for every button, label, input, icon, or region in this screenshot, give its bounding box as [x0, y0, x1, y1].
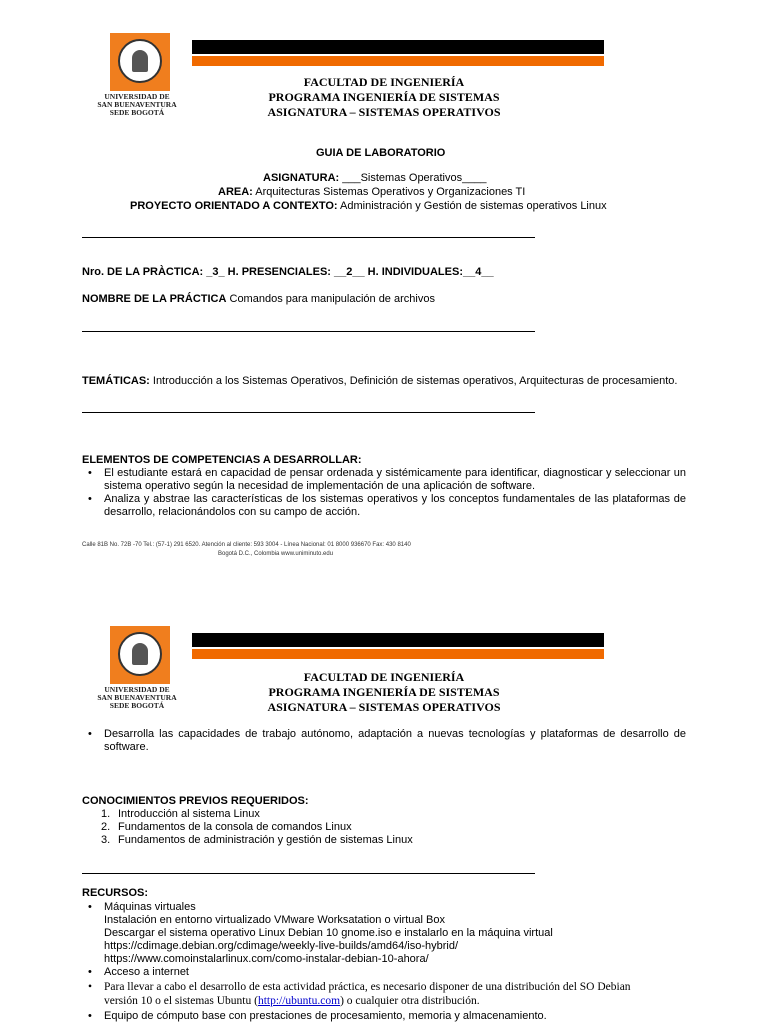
header-bar-orange	[192, 56, 604, 66]
list-item-vm: • Máquinas virtuales Instalación en entorno virtualizado VMware Worksatation o virtual Box Descargar el sistema operativo Linux Debian 10 gnome.iso e instalarlo en la máquina virtual https://cdimage.debian.org/cdimage/weekly-live-builds/amd64/iso-hybrid/ https://www.comoinstalarlinux.com/como-instalar-debian-10-ahora/	[104, 901, 686, 966]
list-item: 2. Fundamentos de la consola de comandos Linux	[101, 821, 352, 833]
area-line: AREA: Arquitecturas Sistemas Operativos y Organizaciones TI	[218, 186, 526, 198]
competencias-title: ELEMENTOS DE COMPETENCIAS A DESARROLLAR:	[82, 454, 362, 466]
program-title: PROGRAMA INGENIERÍA DE SISTEMAS	[268, 685, 500, 699]
tematicas-paragraph: TEMÁTICAS: Introducción a los Sistemas Operativos, Definición de sistemas operativos, Arquitecturas de procesamiento.	[82, 375, 678, 387]
asignatura-line: ASIGNATURA: ___Sistemas Operativos____	[263, 172, 487, 184]
subject-title: ASIGNATURA – SISTEMAS OPERATIVOS	[267, 105, 501, 119]
footer-address: Calle 81B No. 72B -70 Tel.: (57-1) 291 6520. Atención al cliente: 593 3004 - Línea Nacional: 01 8000 936670 Fax: 430 8140	[82, 542, 411, 548]
document-header	[0, 670, 768, 715]
conocimientos-title: CONOCIMIENTOS PREVIOS REQUERIDOS:	[82, 795, 309, 807]
footer-city: Bogotá D.C., Colombia www.uniminuto.edu	[218, 551, 334, 557]
list-item: • Analiza y abstrae las características de los sistemas operativos y los conceptos fundamentales de las plataformas de desarrollo, relacionándolos con su campo de acción.	[104, 493, 686, 519]
divider	[82, 873, 535, 874]
proyecto-line: PROYECTO ORIENTADO A CONTEXTO: Administración y Gestión de sistemas operativos Linux	[130, 200, 607, 212]
list-item: • El estudiante estará en capacidad de pensar ordenada y sistémicamente para identificar, diagnosticar y seleccionar un sistema operativo según la necesidad de implementación de una aplicación de software.	[104, 467, 686, 493]
practice-info: Nro. DE LA PRÀCTICA: _3_ H. PRESENCIALES: __2__ H. INDIVIDUALES:__4__	[82, 266, 494, 278]
recursos-list	[104, 901, 686, 1023]
recursos-title: RECURSOS:	[82, 887, 149, 899]
university-name: UNIVERSIDAD DE SAN BUENAVENTURA SEDE BOGOTÁ	[97, 92, 177, 117]
list-item-internet: • Acceso a internet	[104, 966, 686, 979]
university-name: UNIVERSIDAD DE SAN BUENAVENTURA SEDE BOGOTÁ	[97, 685, 177, 710]
conocimientos-list	[101, 808, 661, 847]
list-item-practica: • Para llevar a cabo el desarrollo de esta actividad práctica, es necesario disponer de una distribución del SO Debian versión 10 o el sistemas Ubuntu (http://ubuntu.com) o cualquier otra distribución.	[104, 980, 686, 1008]
list-item-equipo: • Equipo de cómputo base con prestaciones de procesamiento, memoria y almacenamiento.	[104, 1010, 686, 1023]
faculty-title: FACULTAD DE INGENIERÍA	[303, 670, 465, 684]
divider	[82, 412, 535, 413]
ubuntu-link[interactable]: http://ubuntu.com	[257, 995, 341, 1007]
guide-title: GUIA DE LABORATORIO	[316, 147, 446, 159]
header-bar-orange	[192, 649, 604, 659]
list-item: 3. Fundamentos de administración y gestión de sistemas Linux	[101, 834, 413, 846]
header-bar-black	[192, 40, 604, 54]
competencias-list	[104, 467, 686, 519]
competencias-list-continued	[104, 728, 686, 754]
practice-name: NOMBRE DE LA PRÁCTICA Comandos para manipulación de archivos	[82, 293, 435, 305]
list-item: • Desarrolla las capacidades de trabajo autónomo, adaptación a nuevas tecnologías y plataformas de desarrollo de software.	[104, 728, 686, 754]
divider	[82, 237, 535, 238]
faculty-title: FACULTAD DE INGENIERÍA	[303, 75, 465, 89]
list-item: 1. Introducción al sistema Linux	[101, 808, 260, 820]
divider	[82, 331, 535, 332]
subject-title: ASIGNATURA – SISTEMAS OPERATIVOS	[267, 700, 501, 714]
document-header	[0, 75, 768, 120]
program-title: PROGRAMA INGENIERÍA DE SISTEMAS	[268, 90, 500, 104]
header-bar-black	[192, 633, 604, 647]
